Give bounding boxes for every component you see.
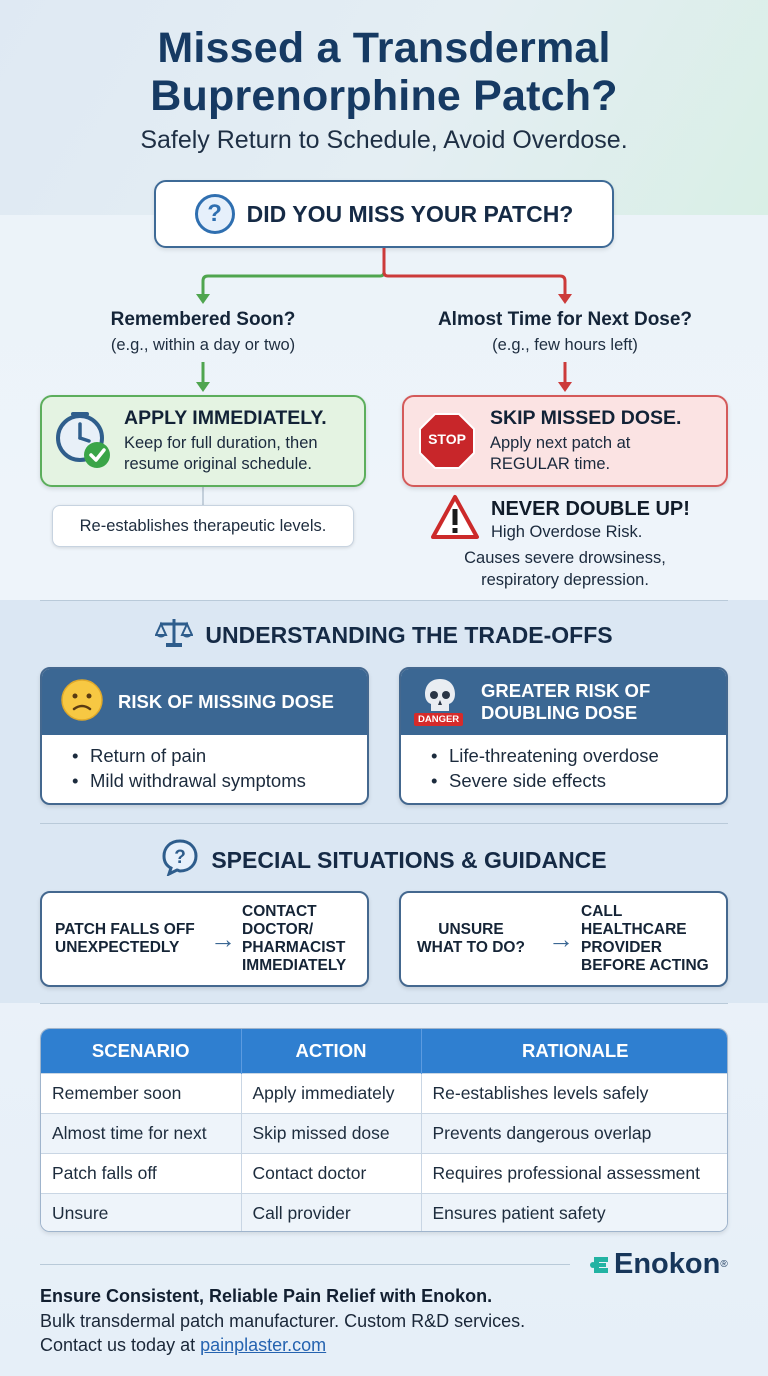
apply-immediately-card xyxy=(40,395,366,487)
call-provider-action xyxy=(581,903,709,975)
list-item: • Severe side effects xyxy=(431,768,726,793)
action-line: PROVIDER xyxy=(581,939,662,956)
effects-line-2: respiratory depression. xyxy=(481,571,649,589)
skip-dose-card xyxy=(402,395,728,487)
overdose-risk-text: High Overdose Risk. xyxy=(491,523,643,541)
divider xyxy=(40,600,728,601)
list-item: • Return of pain xyxy=(72,743,367,768)
patch-falls-off-situation xyxy=(42,921,204,957)
table-cell: Unsure xyxy=(41,1193,241,1232)
page-subtitle: Safely Return to Schedule, Avoid Overdose. xyxy=(140,126,628,154)
table-cell: Requires professional assessment xyxy=(421,1153,728,1193)
skull-icon xyxy=(413,673,467,731)
doubling-title-line-2: DOUBLING DOSE xyxy=(481,702,638,723)
table-row xyxy=(41,1113,728,1153)
table-row xyxy=(41,1073,728,1113)
divider xyxy=(40,1003,728,1004)
skip-body-line-2: REGULAR time. xyxy=(490,455,611,473)
divider xyxy=(40,823,728,824)
contact-prefix: Contact us today at xyxy=(40,1335,201,1355)
header-action: ACTION xyxy=(241,1029,421,1073)
skip-body-line-1: Apply next patch at xyxy=(490,434,631,452)
table-cell: Remember soon xyxy=(41,1073,241,1113)
action-line: CALL xyxy=(581,903,623,920)
scales-icon xyxy=(155,616,193,654)
therapeutic-note: Re-establishes therapeutic levels. xyxy=(52,505,354,547)
situation-line: PATCH FALLS OFF xyxy=(55,921,195,938)
never-double-title: NEVER DOUBLE UP! xyxy=(491,498,690,520)
risk-missing-title: RISK OF MISSING DOSE xyxy=(118,691,334,712)
action-line: PHARMACIST xyxy=(242,939,346,956)
divider xyxy=(40,1264,570,1265)
doubling-title-line-1: GREATER RISK OF xyxy=(481,680,651,701)
apply-body-line-1: Keep for full duration, then xyxy=(124,434,318,452)
situation-line: WHAT TO DO? xyxy=(417,939,525,956)
question-text: DID YOU MISS YOUR PATCH? xyxy=(246,200,574,227)
footer-description: Bulk transdermal patch manufacturer. Custom R&D services. xyxy=(40,1311,526,1331)
enokon-logo-mark-icon xyxy=(590,1253,612,1277)
unsure-situation xyxy=(401,921,541,957)
title-line-1: Missed a Transdermal xyxy=(157,24,611,72)
skip-dose-title: SKIP MISSED DOSE. xyxy=(490,407,682,429)
situation-line: UNEXPECTEDLY xyxy=(55,939,180,956)
apply-immediately-title: APPLY IMMEDIATELY. xyxy=(124,407,327,429)
danger-badge: DANGER xyxy=(414,713,463,726)
unsure-card xyxy=(399,891,728,987)
logo-text: Enokon xyxy=(614,1248,721,1280)
action-line: CONTACT xyxy=(242,903,317,920)
action-line: BEFORE ACTING xyxy=(581,957,709,974)
effects-line-1: Causes severe drowsiness, xyxy=(464,549,666,567)
patch-falls-off-card xyxy=(40,891,369,987)
table-cell: Ensures patient safety xyxy=(421,1193,728,1232)
enokon-logo xyxy=(590,1248,728,1281)
table-cell: Contact doctor xyxy=(241,1153,421,1193)
risk-doubling-header xyxy=(401,669,726,735)
action-line: HEALTHCARE xyxy=(581,921,687,938)
speech-question-icon xyxy=(161,838,199,882)
warning-icon xyxy=(430,494,480,545)
apply-body-line-2: resume original schedule. xyxy=(124,455,313,473)
branch-right-heading xyxy=(402,309,728,355)
header-scenario: SCENARIO xyxy=(41,1029,241,1073)
special-heading xyxy=(0,838,768,882)
list-item: • Mild withdrawal symptoms xyxy=(72,768,367,793)
website-link[interactable]: painplaster.com xyxy=(200,1335,327,1355)
table-cell: Call provider xyxy=(241,1193,421,1232)
branch-right-subtitle: (e.g., few hours left) xyxy=(492,336,638,354)
sad-face-icon xyxy=(60,678,104,727)
table-header-row xyxy=(41,1029,728,1073)
branch-left-heading xyxy=(40,309,366,355)
table-cell: Skip missed dose xyxy=(241,1113,421,1153)
clock-check-icon xyxy=(42,411,124,471)
branch-left-title: Remembered Soon? xyxy=(110,309,296,330)
question-icon: ? xyxy=(195,194,235,234)
svg-text:?: ? xyxy=(174,847,187,868)
risk-missing-card xyxy=(40,667,369,805)
header-rationale: RATIONALE xyxy=(421,1029,728,1073)
apply-immediately-body xyxy=(124,433,327,475)
table-cell: Almost time for next xyxy=(41,1113,241,1153)
risk-missing-list xyxy=(42,735,367,793)
special-title: SPECIAL SITUATIONS & GUIDANCE xyxy=(211,846,607,873)
branch-left-subtitle: (e.g., within a day or two) xyxy=(110,336,296,354)
risk-doubling-list xyxy=(401,735,726,793)
tradeoffs-heading xyxy=(0,616,768,654)
footer-tagline: Ensure Consistent, Reliable Pain Relief with Enokon. xyxy=(40,1286,493,1306)
registered-mark: ® xyxy=(720,1259,728,1270)
table-cell: Patch falls off xyxy=(41,1153,241,1193)
risk-doubling-title xyxy=(481,680,650,724)
branch-right-title: Almost Time for Next Dose? xyxy=(437,309,693,330)
stop-label: STOP xyxy=(428,431,466,447)
table-row xyxy=(41,1153,728,1193)
summary-table xyxy=(40,1028,728,1232)
list-item: • Life-threatening overdose xyxy=(431,743,726,768)
footer-contact xyxy=(40,1335,326,1356)
action-line: DOCTOR/ xyxy=(242,921,314,938)
table-row xyxy=(41,1193,728,1232)
situation-line: UNSURE xyxy=(438,921,504,938)
contact-doctor-action xyxy=(242,903,346,975)
risk-missing-header xyxy=(42,669,367,735)
skip-dose-body xyxy=(490,433,681,475)
stop-sign-icon xyxy=(404,412,490,470)
overdose-effects xyxy=(420,547,710,591)
arrow-right-icon: → xyxy=(210,923,236,954)
title-line-2: Buprenorphine Patch? xyxy=(150,72,618,120)
tradeoffs-title: UNDERSTANDING THE TRADE-OFFS xyxy=(205,621,613,648)
action-line: IMMEDIATELY xyxy=(242,957,347,974)
arrow-right-icon: → xyxy=(548,923,574,954)
table-cell: Apply immediately xyxy=(241,1073,421,1113)
table-cell: Prevents dangerous overlap xyxy=(421,1113,728,1153)
risk-doubling-card xyxy=(399,667,728,805)
table-cell: Re-establishes levels safely xyxy=(421,1073,728,1113)
